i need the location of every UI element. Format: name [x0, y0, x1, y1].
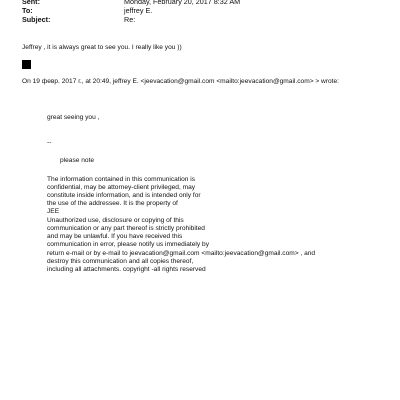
reply-line: Jeffrey , it is always great to see you. I really like you )) — [22, 44, 182, 51]
disclaimer-line: constitute inside information, and is intended only for — [47, 192, 201, 199]
please-note: please note — [60, 157, 95, 164]
disclaimer-line: communication or any part thereof is strictly prohibited — [47, 225, 205, 232]
disclaimer-line: return e-mail or by e-mail to jeevacation@gmail.com <mailto:jeevacation@gmail.com> , and — [47, 250, 316, 257]
sent-value: Monday, February 20, 2017 8:32 AM — [124, 0, 241, 6]
sent-label: Sent: — [22, 0, 40, 6]
disclaimer-line: confidential, may be attorney-client privileged, may — [47, 184, 196, 191]
disclaimer-line: Unauthorized use, disclosure or copying of this — [47, 217, 184, 224]
disclaimer-line: including all attachments. copyright -all rights reserved — [47, 266, 206, 273]
disclaimer-line: and may be unlawful. If you have received this — [47, 233, 183, 240]
to-label: To: — [22, 6, 33, 15]
redaction-block — [22, 60, 31, 69]
disclaimer-line: The information contained in this communication is — [47, 176, 196, 183]
quoted-message: great seeing you , — [47, 114, 100, 121]
to-value: jeffrey E. — [124, 6, 153, 15]
quote-intro: On 19 февр. 2017 г., at 20:49, jeffrey E. <jeevacation@gmail.com <mailto:jeevacation@gmail.com> > wrote: — [22, 78, 340, 85]
disclaimer-line: the use of the addressee. It is the property of — [47, 200, 178, 207]
disclaimer-line: destroy this communication and all copies thereof, — [47, 258, 194, 265]
subject-label: Subject: — [22, 15, 51, 24]
signature-separator: -- — [47, 139, 52, 146]
disclaimer-line: JEE — [47, 208, 60, 215]
disclaimer-line: communication in error, please notify us immediately by — [47, 241, 209, 248]
subject-value: Re: — [124, 15, 136, 24]
